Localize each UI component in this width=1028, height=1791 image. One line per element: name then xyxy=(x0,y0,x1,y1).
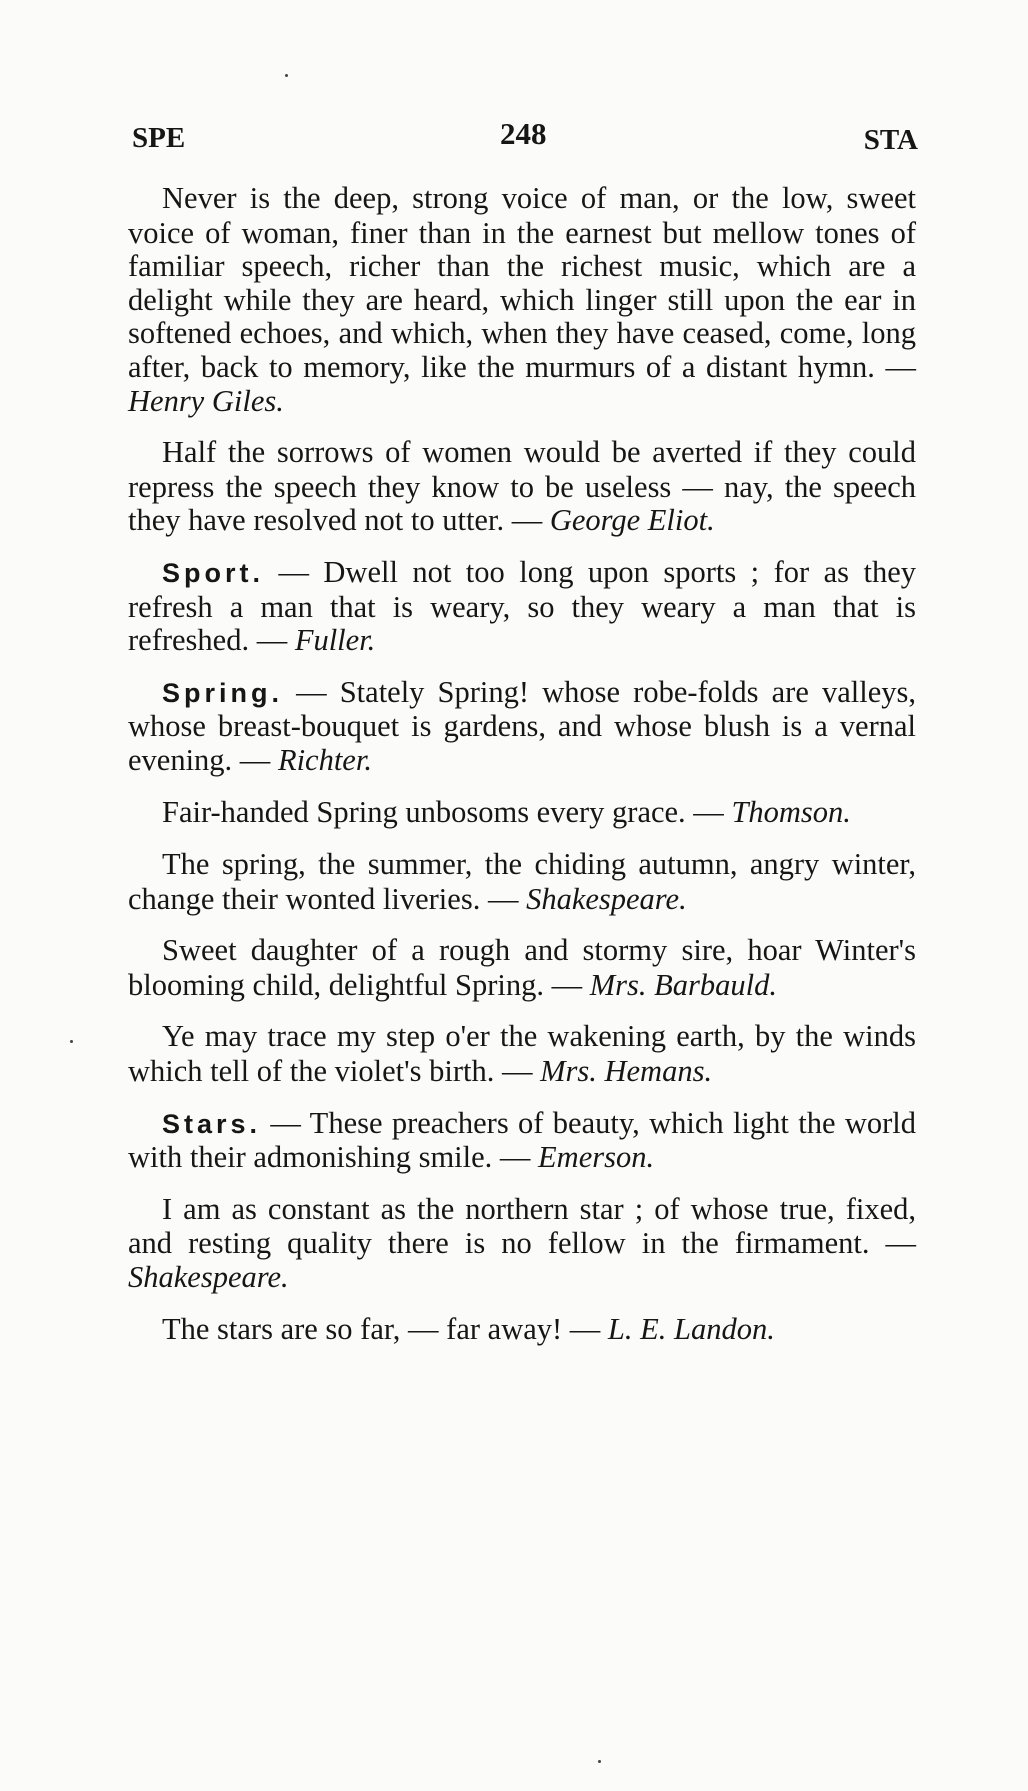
quotation-text: The spring, the summer, the chiding autumn, angry winter, change their wonted liveries. — xyxy=(128,847,916,916)
quotation-entry xyxy=(128,182,916,418)
quotation-entry xyxy=(128,848,916,916)
topic-heading: Sport. xyxy=(162,557,264,588)
quotation-author: Emerson. xyxy=(538,1140,655,1175)
quotation-author: George Eliot. xyxy=(549,503,715,538)
speck-mark xyxy=(285,74,288,77)
quotation-text: Sweet daughter of a rough and stormy sire, hoar Winter's blooming child, delightful Spring. — xyxy=(128,933,916,1002)
quotation-text: — These preachers of beauty, which light the world with their admonishing smile. — xyxy=(128,1105,916,1175)
quotation-author: Mrs. Hemans. xyxy=(540,1054,713,1089)
quotation-text: Half the sorrows of women would be averted if they could repress the speech they know to be useless — nay, the speech they have resolved not to utter. — xyxy=(128,435,916,538)
quotation-list xyxy=(128,182,916,1365)
quotation-text: The stars are so far, — far away! — xyxy=(162,1311,608,1346)
topic-heading: Spring. xyxy=(162,677,283,708)
quotation-entry xyxy=(128,1313,916,1348)
quotation-author: Shakespeare. xyxy=(526,881,687,916)
quotation-author: Thomson. xyxy=(731,794,851,829)
quotation-text: Never is the deep, strong voice of man, or the low, sweet voice of woman, finer than in the earnest but mellow tones of familiar speech, richer than the richest music, which are a delight while they are heard, which linger still upon the ear in softened echoes, and which, when they have ceased, come, long after, back to memory, like the murmurs of a distant hymn. — xyxy=(128,181,916,384)
quotation-text: Ye may trace my step o'er the wakening earth, by the winds which tell of the violet's birth. — xyxy=(128,1019,916,1089)
quotation-author: Mrs. Barbauld. xyxy=(589,967,777,1002)
topic-heading: Stars. xyxy=(162,1108,262,1139)
quotation-text: Fair-handed Spring unbosoms every grace. — xyxy=(162,794,732,829)
running-header xyxy=(132,118,918,158)
quotation-entry xyxy=(128,934,916,1002)
quotation-entry xyxy=(128,676,916,778)
quotation-text: — Dwell not too long upon sports ; for as they refresh a man that is weary, so they weary a man that is refreshed. — xyxy=(128,554,916,658)
quotation-author: Shakespeare. xyxy=(128,1260,289,1295)
quotation-entry xyxy=(128,1020,916,1088)
quotation-author: Fuller. xyxy=(294,623,376,658)
quotation-entry xyxy=(128,436,916,538)
quotation-text: I am as constant as the northern star ; of whose true, fixed, and resting quality there is no fellow in the firmament. — xyxy=(128,1191,916,1261)
quotation-entry xyxy=(128,1107,916,1175)
quotation-entry xyxy=(128,796,916,831)
quotation-text: — Stately Spring! whose robe-folds are valleys, whose breast-bouquet is gardens, and whose blush is a vernal evening. — xyxy=(128,674,916,777)
quotation-entry xyxy=(128,1193,916,1295)
quotation-entry xyxy=(128,556,916,658)
header-left-guide-word: SPE xyxy=(132,122,186,154)
quotation-author: Henry Giles. xyxy=(128,383,284,418)
header-right-guide-word: STA xyxy=(863,124,918,156)
quotation-author: Richter. xyxy=(277,742,372,777)
speck-mark xyxy=(598,1760,601,1763)
speck-mark xyxy=(70,1040,73,1043)
quotation-author: L. E. Landon. xyxy=(607,1311,775,1346)
page-number: 248 xyxy=(500,116,547,151)
